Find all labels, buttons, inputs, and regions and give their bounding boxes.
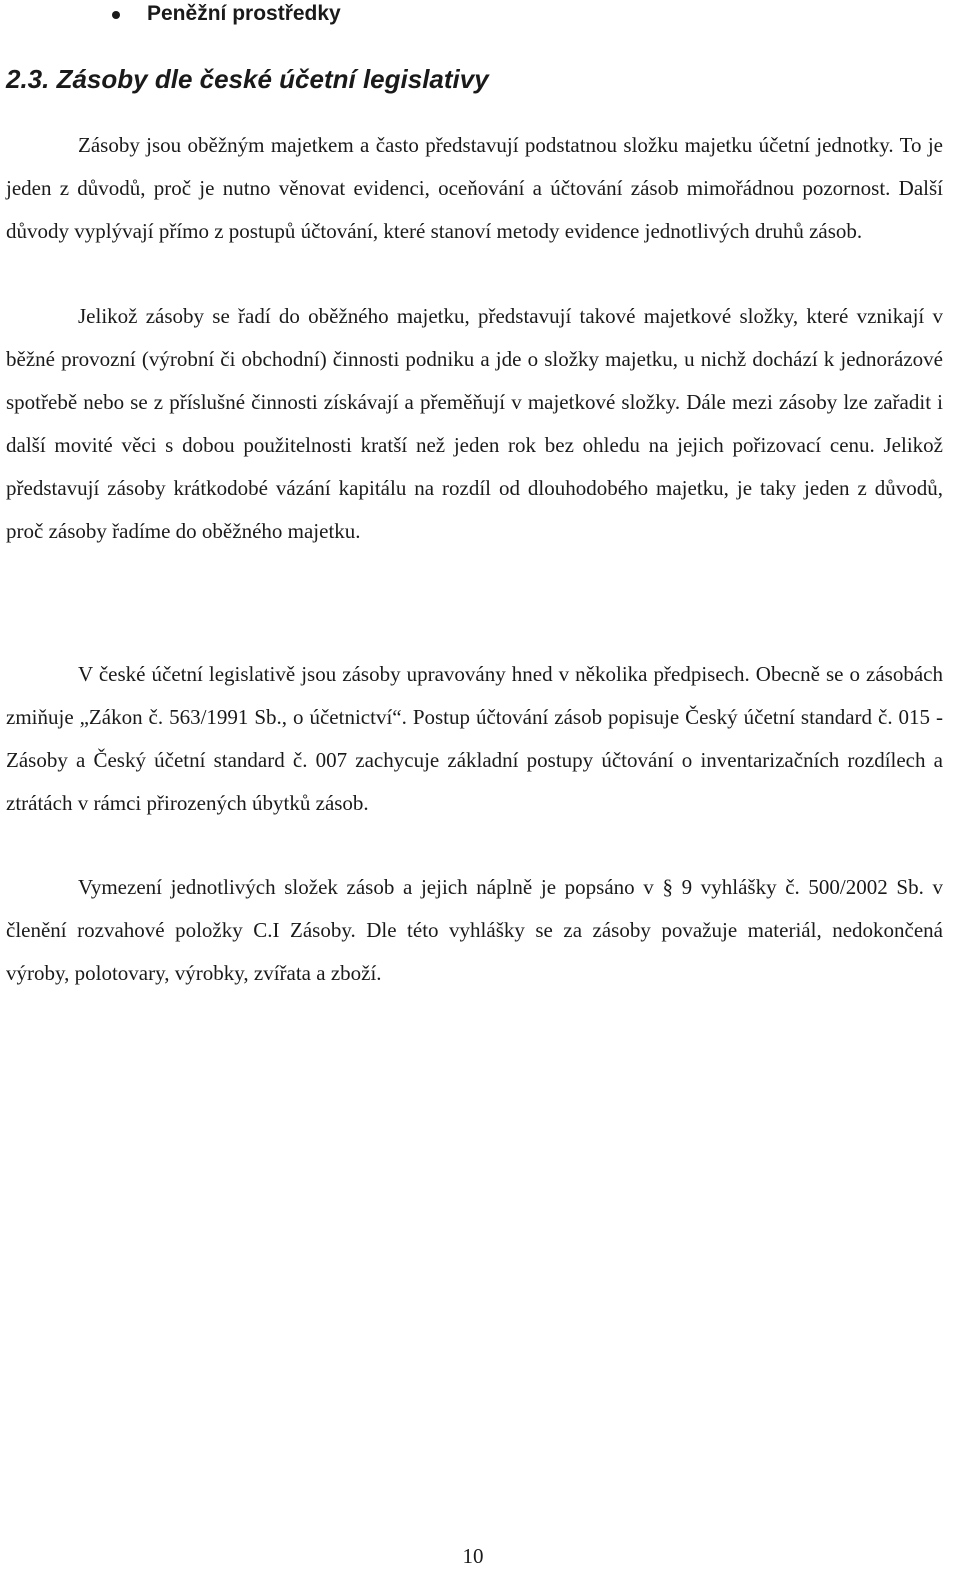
bullet-dot-icon [112,11,120,19]
paragraph-3: V české účetní legislativě jsou zásoby upravovány hned v několika předpisech. Obecně se o zásobách zmiňuje „Zákon č. 563/1991 Sb., o účetnictví“. Postup účtování zásob popisuje Český účetní standard č. 015 - Zásoby a Český účetní standard č. 007 zachycuje základní postupy účtování o inventarizačních rozdílech a ztrátách v rámci přirozených úbytků zásob. [6,662,943,815]
paragraph-4: Vymezení jednotlivých složek zásob a jejich náplně je popsáno v § 9 vyhlášky č. 500/2002 Sb. v členění rozvahové položky C.I Zásoby. Dle této vyhlášky se za zásoby považuje materiál, nedokončená výroby, polotovary, výrobky, zvířata a zboží. [6,875,943,985]
paragraph-1: Zásoby jsou oběžným majetkem a často představují podstatnou složku majetku účetní jednotky. To je jeden z důvodů, proč je nutno věnovat evidenci, oceňování a účtování zásob mimořádnou pozornost. Další důvody vyplývají přímo z postupů účtování, které stanoví metody evidence jednotlivých druhů zásob. [6,133,943,243]
section-heading: 2.3. Zásoby dle české účetní legislativy [6,64,489,94]
page-number: 10 [462,1544,484,1568]
paragraph-2: Jelikož zásoby se řadí do oběžného majetku, představují takové majetkové složky, které vznikají v běžné provozní (výrobní či obchodní) činnosti podniku a jde o složky majetku, u nichž dochází k jednorázové spotřebě nebo se z příslušné činnosti získávají a přeměňují v majetkové složky. Dále mezi zásoby lze zařadit i další movité věci s dobou použitelnosti kratší než jeden rok bez ohledu na jejich pořizovací cenu. Jelikož představují zásoby krátkodobé vázání kapitálu na rozdíl od dlouhodobého majetku, je taky jeden z důvodů, proč zásoby řadíme do oběžného majetku. [6,304,943,543]
bullet-item [112,0,341,28]
bullet-item-text: Peněžní prostředky [147,2,341,25]
